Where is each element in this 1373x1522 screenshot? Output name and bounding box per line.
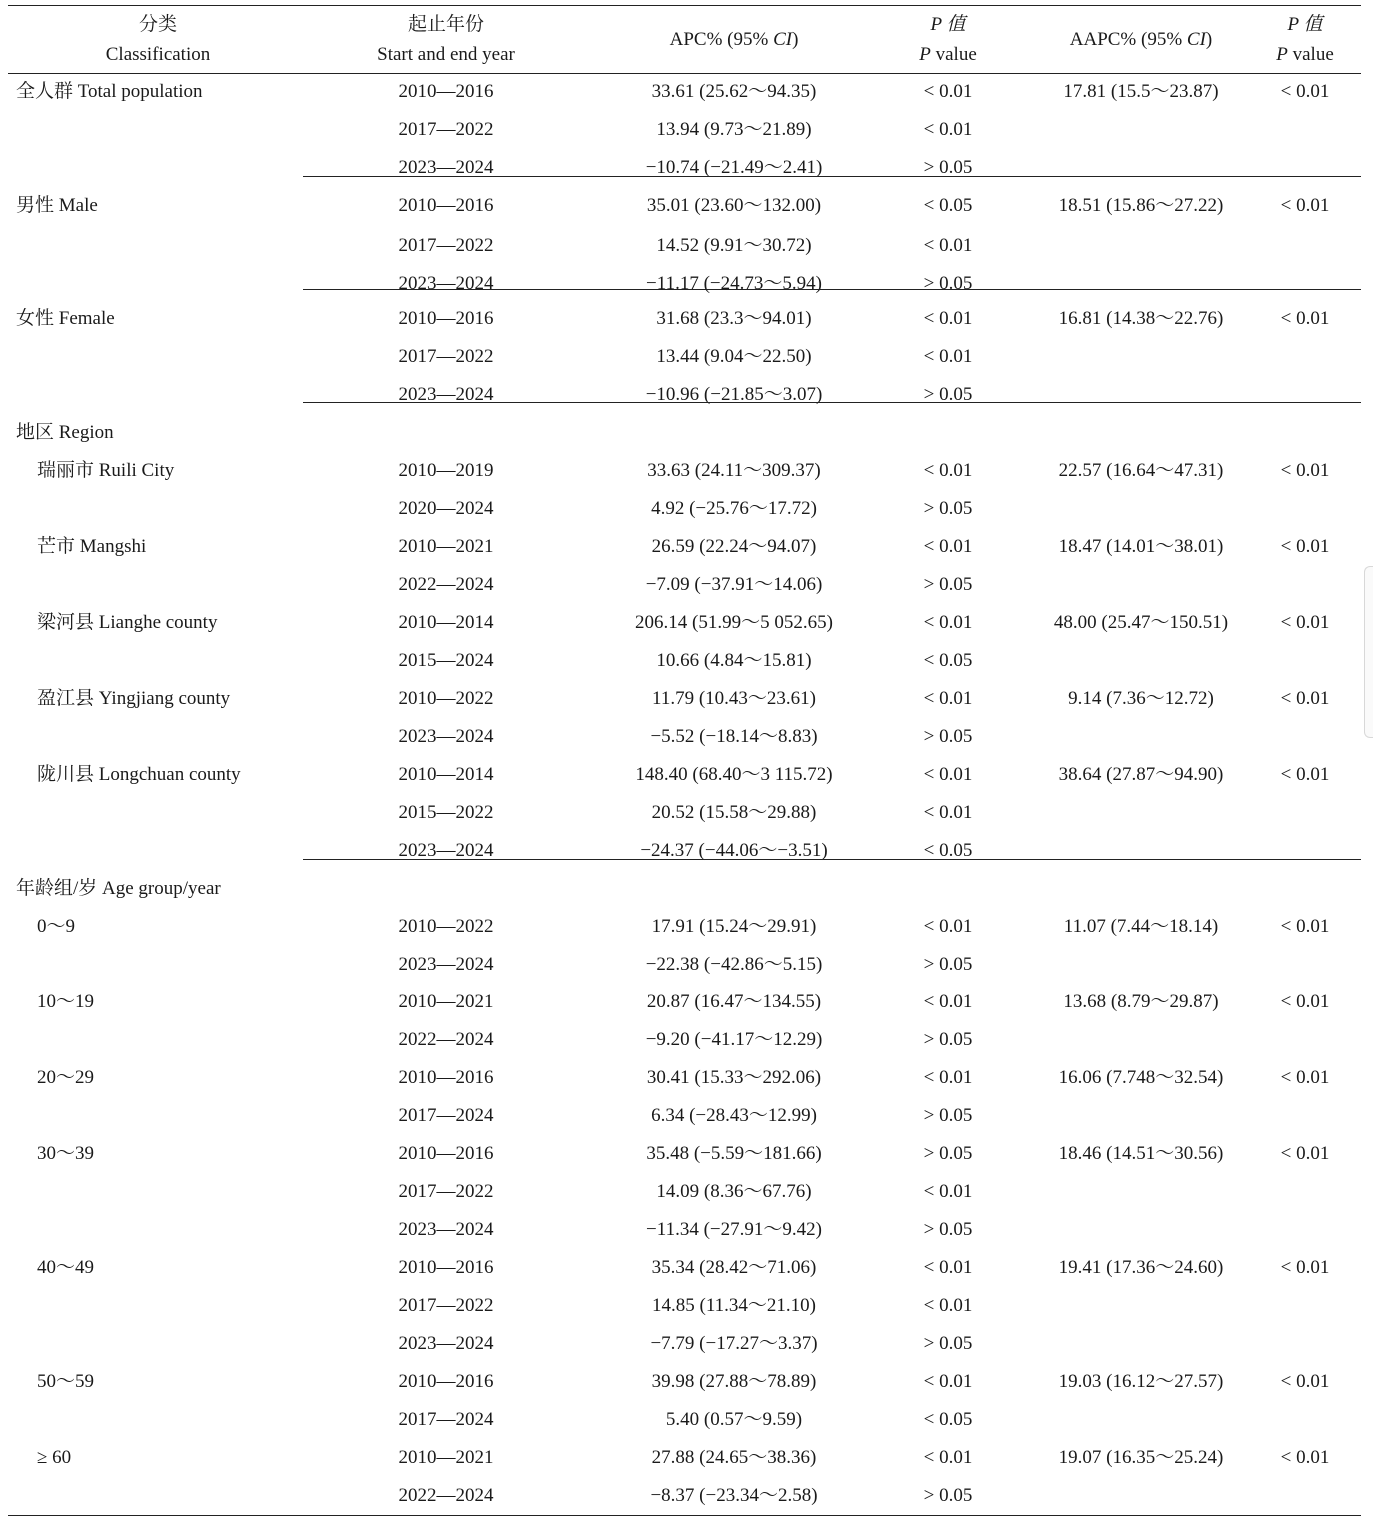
cell-p-value-aapc: < 0.01 [1280,536,1330,557]
cell-apc: −5.52 (−18.14～8.83) [650,726,818,747]
cell-apc: −11.17 (−24.73～5.94) [646,273,822,294]
header-p2-en: P value [1276,44,1334,65]
cell-classification: 男性 Male [16,195,98,216]
cell-years: 2022—2024 [398,574,494,595]
cell-aapc: 19.07 (16.35～25.24) [1058,1447,1224,1468]
cell-p-value-aapc: < 0.01 [1280,1447,1330,1468]
header-p [919,10,977,70]
header-classification [106,10,210,70]
cell-aapc: 48.00 (25.47～150.51) [1053,612,1229,633]
cell-aapc: 16.81 (14.38～22.76) [1058,308,1224,329]
cell-years: 2023—2024 [398,954,494,975]
cell-p-value: > 0.05 [923,1485,973,1506]
cell-years: 2023—2024 [398,157,494,178]
cell-apc: −7.79 (−17.27～3.37) [650,1333,818,1354]
cell-years: 2023—2024 [398,384,494,405]
cell-p-value-aapc: < 0.01 [1280,991,1330,1012]
cell-classification: 瑞丽市 Ruili City [37,460,175,481]
cell-p-value: > 0.05 [923,384,973,405]
cell-p-value: > 0.05 [923,1029,973,1050]
cell-years: 2010—2021 [398,991,494,1012]
cell-classification: 20～29 [37,1067,95,1088]
group-separator [303,176,1361,177]
cell-classification: ≥ 60 [37,1447,72,1468]
cell-aapc: 18.46 (14.51～30.56) [1058,1143,1224,1164]
cell-apc: −11.34 (−27.91～9.42) [646,1219,822,1240]
cell-p-value: < 0.01 [923,1257,973,1278]
header-p2 [1276,10,1334,70]
cell-p-value: < 0.01 [923,119,973,140]
cell-years: 2017—2024 [398,1105,494,1126]
cell-apc: 206.14 (51.99～5 052.65) [635,612,833,633]
cell-classification: 全人群 Total population [16,81,203,102]
header-p-zh: P 值 [930,14,966,35]
cell-years: 2017—2022 [398,235,494,256]
cell-classification: 盈江县 Yingjiang county [37,688,231,709]
cell-years: 2010—2014 [398,764,494,785]
cell-p-value: < 0.01 [923,1295,973,1316]
cell-classification: 陇川县 Longchuan county [37,764,241,785]
cell-aapc: 13.68 (8.79～29.87) [1063,991,1219,1012]
cell-apc: 39.98 (27.88～78.89) [651,1371,817,1392]
header-classification-en: Classification [105,44,211,65]
cell-p-value: < 0.01 [923,1067,973,1088]
cell-p-value: > 0.05 [923,1333,973,1354]
cell-classification: 40～49 [37,1257,95,1278]
cell-apc: −9.20 (−41.17～12.29) [645,1029,823,1050]
cell-apc: 17.91 (15.24～29.91) [651,916,817,937]
scrollbar-handle[interactable] [1364,566,1373,738]
cell-p-value-aapc: < 0.01 [1280,916,1330,937]
header-apc: APC% (95% CI) [669,29,799,50]
cell-aapc: 16.06 (7.748～32.54) [1058,1067,1224,1088]
cell-p-value: < 0.01 [923,460,973,481]
cell-classification: 地区 Region [16,422,114,443]
cell-p-value: < 0.01 [923,536,973,557]
cell-p-value: > 0.05 [923,157,973,178]
cell-p-value: < 0.01 [923,308,973,329]
cell-years: 2017—2022 [398,119,494,140]
cell-years: 2023—2024 [398,1333,494,1354]
cell-years: 2015—2022 [398,802,494,823]
cell-p-value: < 0.01 [923,991,973,1012]
cell-apc: 27.88 (24.65～38.36) [651,1447,817,1468]
cell-p-value-aapc: < 0.01 [1280,1371,1330,1392]
cell-apc: −7.09 (−37.91～14.06) [645,574,823,595]
cell-p-value: < 0.01 [923,81,973,102]
cell-p-value: < 0.01 [923,688,973,709]
cell-apc: −10.96 (−21.85～3.07) [645,384,823,405]
cell-classification: 芒市 Mangshi [37,536,147,557]
cell-p-value: < 0.01 [923,1447,973,1468]
cell-years: 2023—2024 [398,840,494,861]
cell-aapc: 11.07 (7.44～18.14) [1063,916,1219,937]
cell-apc: 14.52 (9.91～30.72) [656,235,812,256]
cell-p-value-aapc: < 0.01 [1280,612,1330,633]
cell-aapc: 38.64 (27.87～94.90) [1058,764,1224,785]
cell-apc: 13.94 (9.73～21.89) [656,119,812,140]
cell-p-value-aapc: < 0.01 [1280,1257,1330,1278]
cell-apc: 30.41 (15.33～292.06) [646,1067,822,1088]
header-rule [8,73,1361,74]
cell-p-value: < 0.01 [923,346,973,367]
header-classification-zh: 分类 [138,14,178,35]
cell-p-value: > 0.05 [923,273,973,294]
cell-apc: 4.92 (−25.76～17.72) [651,498,817,519]
cell-p-value: < 0.01 [923,1181,973,1202]
cell-years: 2010—2019 [398,460,494,481]
cell-years: 2017—2022 [398,1295,494,1316]
cell-apc: 35.34 (28.42～71.06) [651,1257,817,1278]
cell-p-value-aapc: < 0.01 [1280,1143,1330,1164]
cell-years: 2022—2024 [398,1485,494,1506]
cell-apc: 11.79 (10.43～23.61) [652,688,816,709]
cell-apc: 31.68 (23.3～94.01) [656,308,812,329]
cell-apc: 14.85 (11.34～21.10) [652,1295,816,1316]
header-years [377,10,515,70]
cell-p-value: > 0.05 [923,498,973,519]
cell-years: 2023—2024 [398,726,494,747]
cell-p-value: < 0.01 [923,802,973,823]
cell-years: 2010—2016 [398,195,494,216]
cell-years: 2017—2022 [398,346,494,367]
cell-classification: 50～59 [37,1371,95,1392]
cell-apc: 35.48 (−5.59～181.66) [646,1143,822,1164]
cell-classification: 0～9 [37,916,76,937]
cell-years: 2010—2016 [398,1143,494,1164]
cell-p-value: > 0.05 [923,1143,973,1164]
cell-classification: 年龄组/岁 Age group/year [16,878,221,899]
cell-years: 2010—2021 [398,1447,494,1468]
cell-classification: 10～19 [37,991,95,1012]
cell-apc: 20.52 (15.58～29.88) [651,802,817,823]
cell-apc: 5.40 (0.57～9.59) [665,1409,803,1430]
cell-p-value: < 0.05 [923,195,973,216]
cell-apc: 148.40 (68.40～3 115.72) [635,764,833,785]
cell-aapc: 18.47 (14.01～38.01) [1058,536,1224,557]
cell-aapc: 17.81 (15.5～23.87) [1063,81,1219,102]
cell-p-value: < 0.01 [923,612,973,633]
cell-apc: −22.38 (−42.86～5.15) [645,954,823,975]
cell-p-value-aapc: < 0.01 [1280,460,1330,481]
cell-years: 2010—2022 [398,688,494,709]
cell-p-value: < 0.01 [923,916,973,937]
cell-classification: 30～39 [37,1143,95,1164]
cell-years: 2023—2024 [398,1219,494,1240]
cell-apc: −24.37 (−44.06～−3.51) [640,840,828,861]
cell-years: 2023—2024 [398,273,494,294]
cell-p-value: < 0.01 [923,1371,973,1392]
cell-apc: 20.87 (16.47～134.55) [646,991,822,1012]
cell-p-value: < 0.01 [923,764,973,785]
cell-apc: 33.61 (25.62～94.35) [651,81,817,102]
cell-p-value-aapc: < 0.01 [1280,688,1330,709]
cell-p-value: < 0.01 [923,235,973,256]
cell-p-value-aapc: < 0.01 [1280,308,1330,329]
cell-apc: 35.01 (23.60～132.00) [646,195,822,216]
cell-aapc: 19.03 (16.12～27.57) [1058,1371,1224,1392]
cell-p-value: > 0.05 [923,1219,973,1240]
top-rule [8,5,1361,6]
cell-years: 2010—2016 [398,1257,494,1278]
cell-p-value-aapc: < 0.01 [1280,1067,1330,1088]
cell-apc: 13.44 (9.04～22.50) [656,346,812,367]
cell-years: 2015—2024 [398,650,494,671]
header-p2-zh: P 值 [1287,14,1323,35]
cell-aapc: 19.41 (17.36～24.60) [1058,1257,1224,1278]
cell-p-value: > 0.05 [923,574,973,595]
cell-years: 2010—2021 [398,536,494,557]
cell-years: 2010—2016 [398,81,494,102]
bottom-rule [8,1515,1361,1516]
cell-years: 2017—2024 [398,1409,494,1430]
cell-p-value: > 0.05 [923,726,973,747]
cell-apc: 6.34 (−28.43～12.99) [651,1105,817,1126]
group-separator [303,402,1361,403]
cell-p-value: < 0.05 [923,1409,973,1430]
cell-years: 2010—2016 [398,1067,494,1088]
cell-apc: 10.66 (4.84～15.81) [656,650,812,671]
cell-p-value-aapc: < 0.01 [1280,195,1330,216]
cell-years: 2022—2024 [398,1029,494,1050]
cell-apc: −8.37 (−23.34～2.58) [650,1485,818,1506]
cell-classification: 女性 Female [16,308,115,329]
cell-years: 2017—2022 [398,1181,494,1202]
cell-p-value: > 0.05 [923,954,973,975]
header-aapc: AAPC% (95% CI) [1069,29,1213,50]
cell-p-value: < 0.05 [923,650,973,671]
cell-apc: −10.74 (−21.49～2.41) [645,157,823,178]
cell-apc: 14.09 (8.36～67.76) [656,1181,812,1202]
cell-aapc: 22.57 (16.64～47.31) [1058,460,1224,481]
group-separator [303,289,1361,290]
cell-years: 2010—2016 [398,308,494,329]
cell-years: 2020—2024 [398,498,494,519]
header-p-en: P value [919,44,977,65]
cell-aapc: 9.14 (7.36～12.72) [1068,688,1214,709]
cell-years: 2010—2014 [398,612,494,633]
header-years-zh: 起止年份 [407,14,485,35]
cell-p-value: > 0.05 [923,1105,973,1126]
cell-classification: 梁河县 Lianghe county [37,612,218,633]
group-separator [303,859,1361,860]
cell-aapc: 18.51 (15.86～27.22) [1058,195,1224,216]
cell-apc: 33.63 (24.11～309.37) [647,460,821,481]
cell-p-value-aapc: < 0.01 [1280,764,1330,785]
cell-apc: 26.59 (22.24～94.07) [651,536,817,557]
cell-p-value: < 0.05 [923,840,973,861]
header-years-en: Start and end year [377,44,515,65]
cell-p-value-aapc: < 0.01 [1280,81,1330,102]
cell-years: 2010—2016 [398,1371,494,1392]
cell-years: 2010—2022 [398,916,494,937]
